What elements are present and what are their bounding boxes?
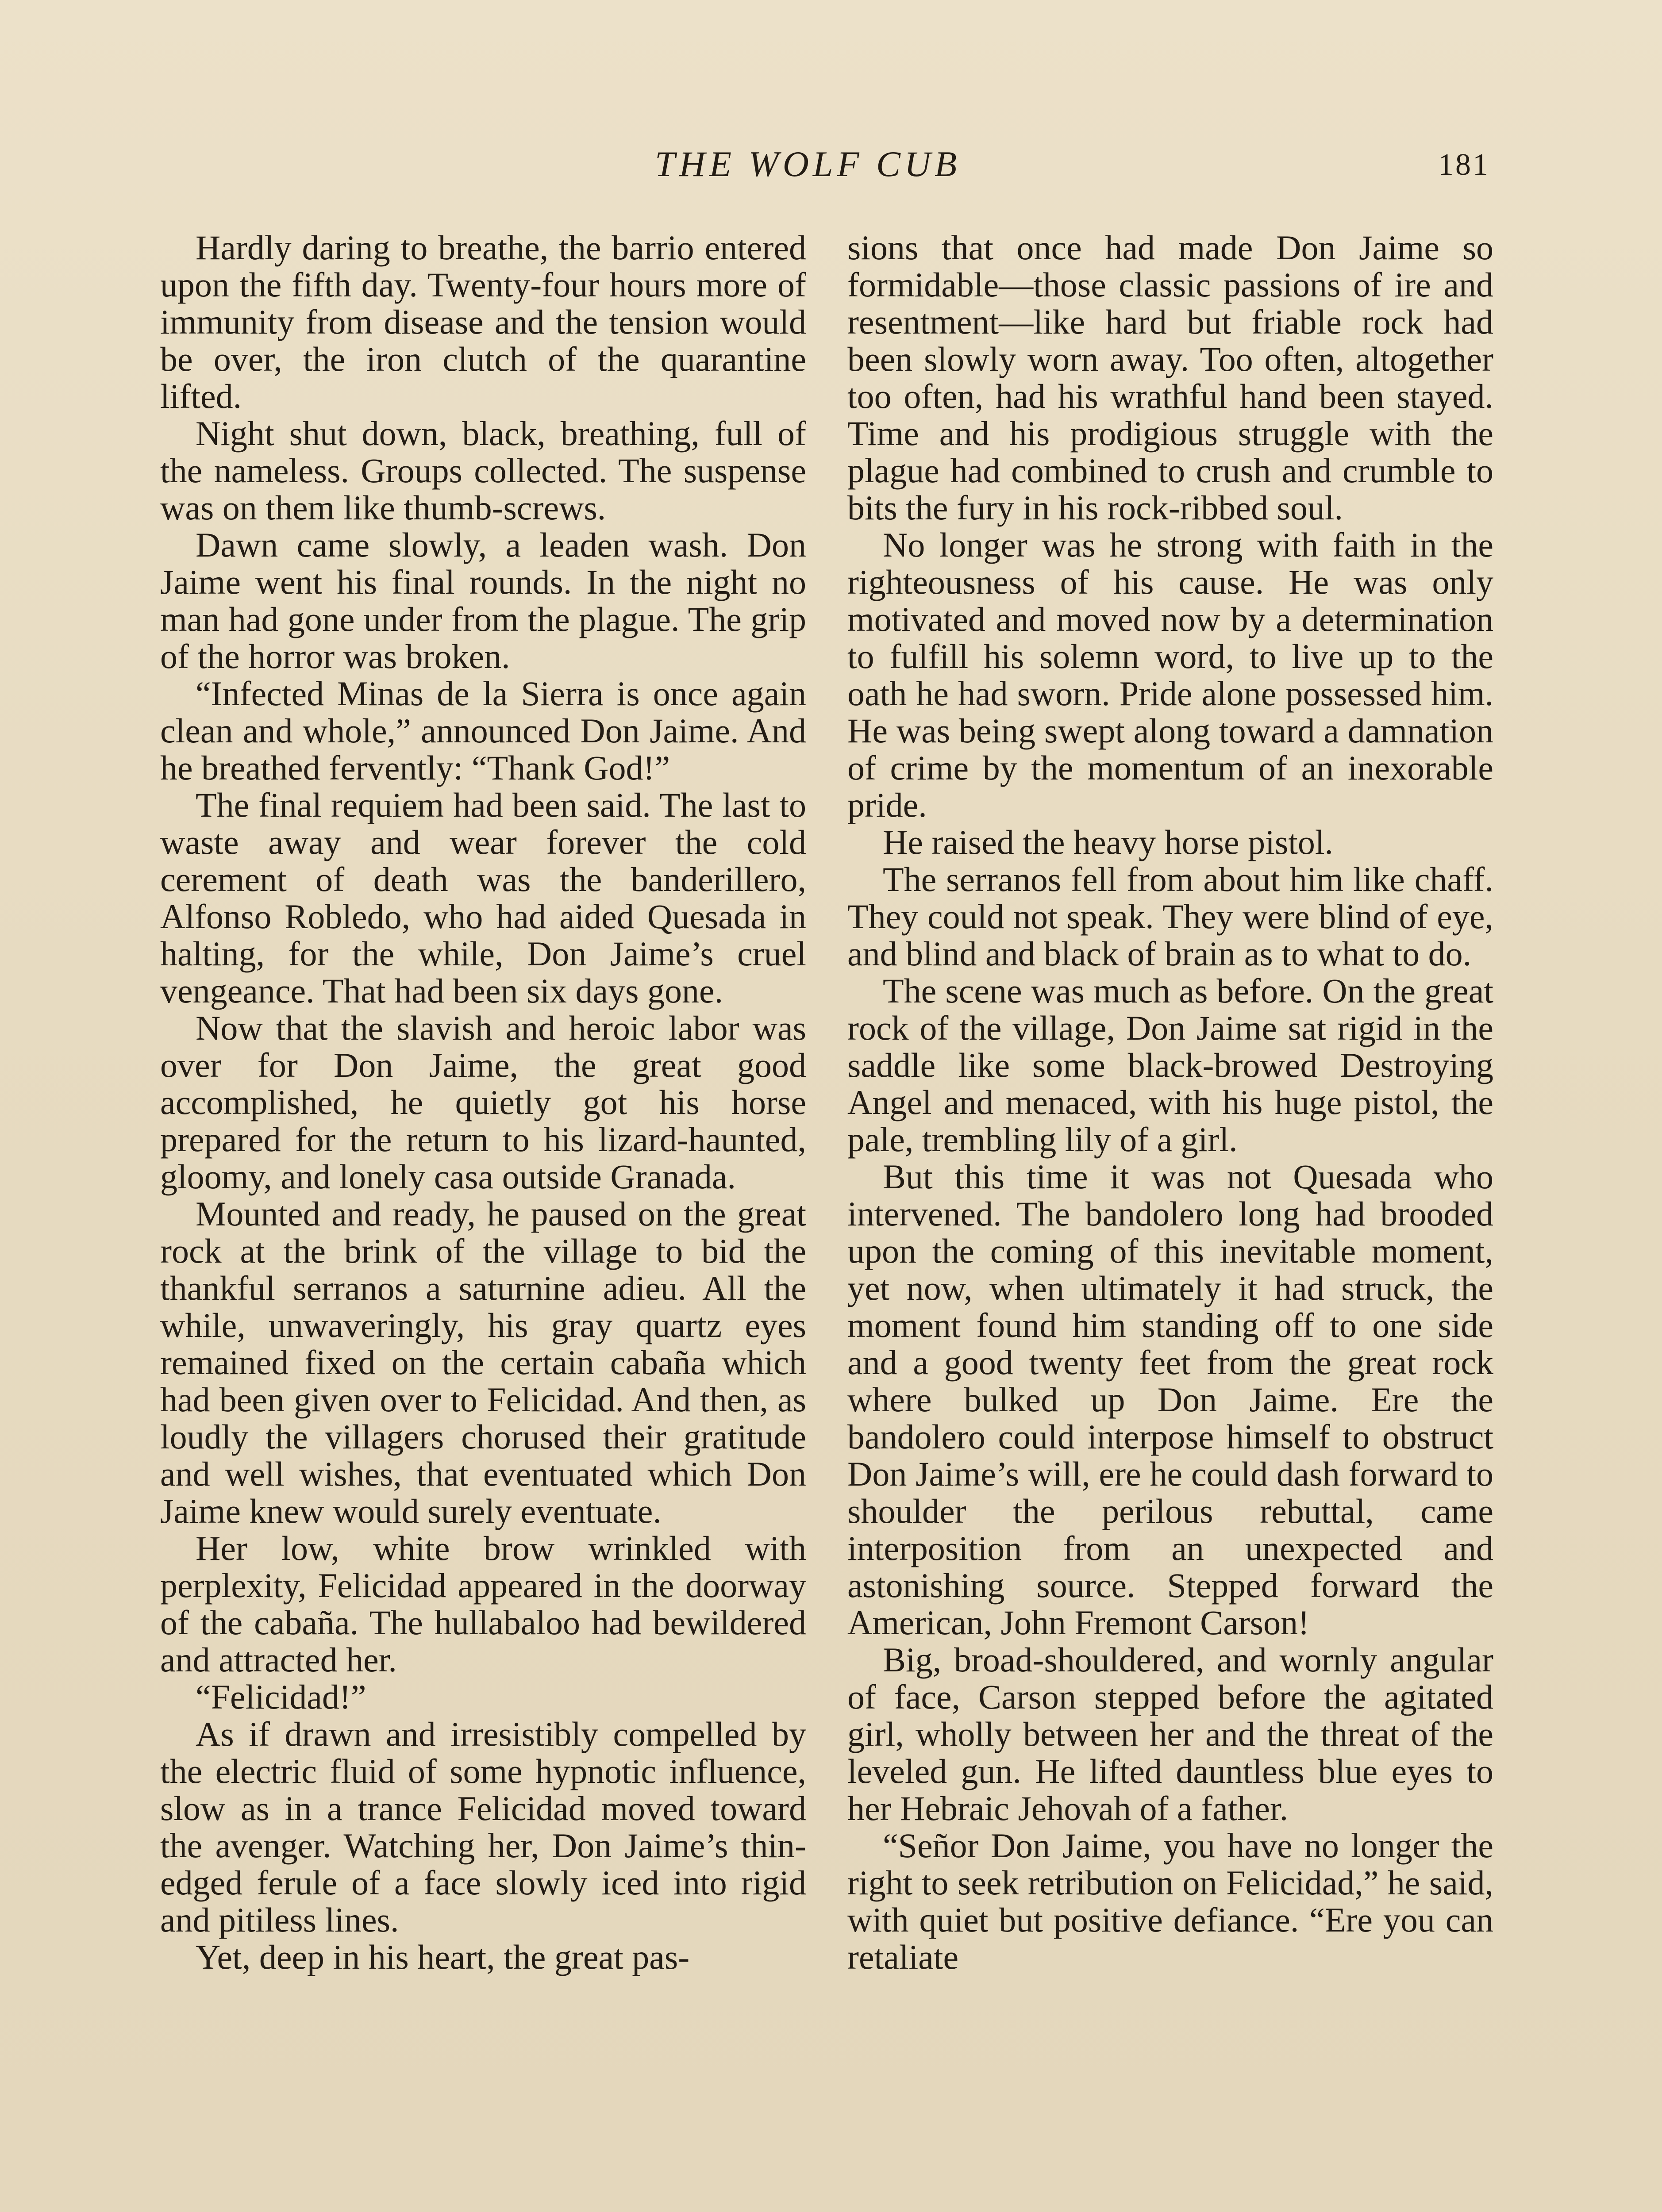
left-column [160, 229, 806, 1976]
paragraph: “Señor Don Jaime, you have no longer the right to seek retribution on Felicidad,” he said, with quiet but positive defiance. “Ere you can retaliate [847, 1826, 1493, 1976]
paragraph: Hardly daring to breathe, the barrio entered upon the fifth day. Twenty-four hours more of immunity from disease and the tension would be over, the iron clutch of the quarantine lifted. [160, 228, 806, 415]
paragraph: But this time it was not Quesada who intervened. The bandolero long had brooded upon the coming of this inevitable moment, yet now, when ultimately it had struck, the moment found him standing off to one side and a good twenty feet from the great rock where bulked up Don Jaime. Ere the bandolero could interpose himself to obstruct Don Jaime’s will, ere he could dash forward to shoulder the perilous rebuttal, came interposition from an unexpected and astonishing source. Stepped forward the American, John Fremont Carson! [847, 1157, 1493, 1642]
paragraph: Big, broad-shouldered, and wornly angular of face, Carson stepped before the agitated girl, wholly between her and the threat of the leveled gun. He lifted dauntless blue eyes to her Hebraic Jehovah of a father. [847, 1640, 1493, 1828]
page-number: 181 [1438, 148, 1490, 182]
paragraph: Yet, deep in his heart, the great pas- [196, 1938, 690, 1976]
paragraph: The scene was much as before. On the great rock of the village, Don Jaime sat rigid in the saddle like some black-browed Destroying Angel and menaced, with his huge pistol, the pale, trembling lily of a girl. [847, 972, 1493, 1159]
paragraph: “Infected Minas de la Sierra is once again clean and whole,” announced Don Jaime. And he breathed fervently: “Thank God!” [160, 674, 806, 787]
paragraph: Night shut down, black, breathing, full of the nameless. Groups collected. The suspense was on them like thumb-screws. [160, 414, 806, 527]
paragraph: The serranos fell from about him like chaff. They could not speak. They were blind of eye, and blind and black of brain as to what to do. [847, 860, 1493, 973]
page-header [0, 146, 1662, 195]
paragraph: Her low, white brow wrinkled with perplexity, Felicidad appeared in the doorway of the cabaña. The hullabaloo had bewildered and attracted her. [160, 1529, 806, 1679]
paragraph: The final requiem had been said. The last to waste away and wear forever the cold cerement of death was the banderillero, Alfonso Robledo, who had aided Quesada in halting, for the while, Don Jaime’s cruel vengeance. That had been six days gone. [160, 786, 806, 1010]
paragraph: Now that the slavish and heroic labor was over for Don Jaime, the great good accomplished, he quietly got his horse prepared for the return to his lizard-haunted, gloomy, and lonely casa outside Granada. [160, 1009, 806, 1196]
paragraph: Dawn came slowly, a leaden wash. Don Jaime went his final rounds. In the night no man had gone under from the plague. The grip of the horror was broken. [160, 526, 806, 676]
right-column [847, 229, 1493, 1976]
paragraph: Mounted and ready, he paused on the great rock at the brink of the village to bid the thankful serranos a saturnine adieu. All the while, unwaveringly, his gray quartz eyes remained fixed on the certain cabaña which had been given over to Felicidad. And then, as loudly the villagers chorused their gratitude and well wishes, that eventuated which Don Jaime knew would surely eventuate. [160, 1194, 806, 1530]
paragraph: He raised the heavy horse pistol. [883, 823, 1334, 861]
paragraph: “Felicidad!” [196, 1678, 366, 1716]
paragraph: No longer was he strong with faith in the righteousness of his cause. He was only motivated and moved now by a determination to fulfill his solemn word, to live up to the oath he had sworn. Pride alone possessed him. He was being swept along toward a damnation of crime by the momentum of an inexorable pride. [847, 526, 1493, 824]
running-title: THE WOLF CUB [655, 144, 961, 184]
paragraph: As if drawn and irresistibly compelled by the electric fluid of some hypnotic influence, slow as in a trance Felicidad moved toward the avenger. Watching her, Don Jaime’s thin-edged ferule of a face slowly iced into rigid and pitiless lines. [160, 1715, 806, 1939]
paragraph-continuation: sions that once had made Don Jaime so formidable—those classic passions of ire and resentment—like hard but friable rock had been slowly worn away. Too often, altogether too often, had his wrathful hand been stayed. Time and his prodigious struggle with the plague had combined to crush and crumble to bits the fury in his rock-ribbed soul. [847, 228, 1493, 527]
